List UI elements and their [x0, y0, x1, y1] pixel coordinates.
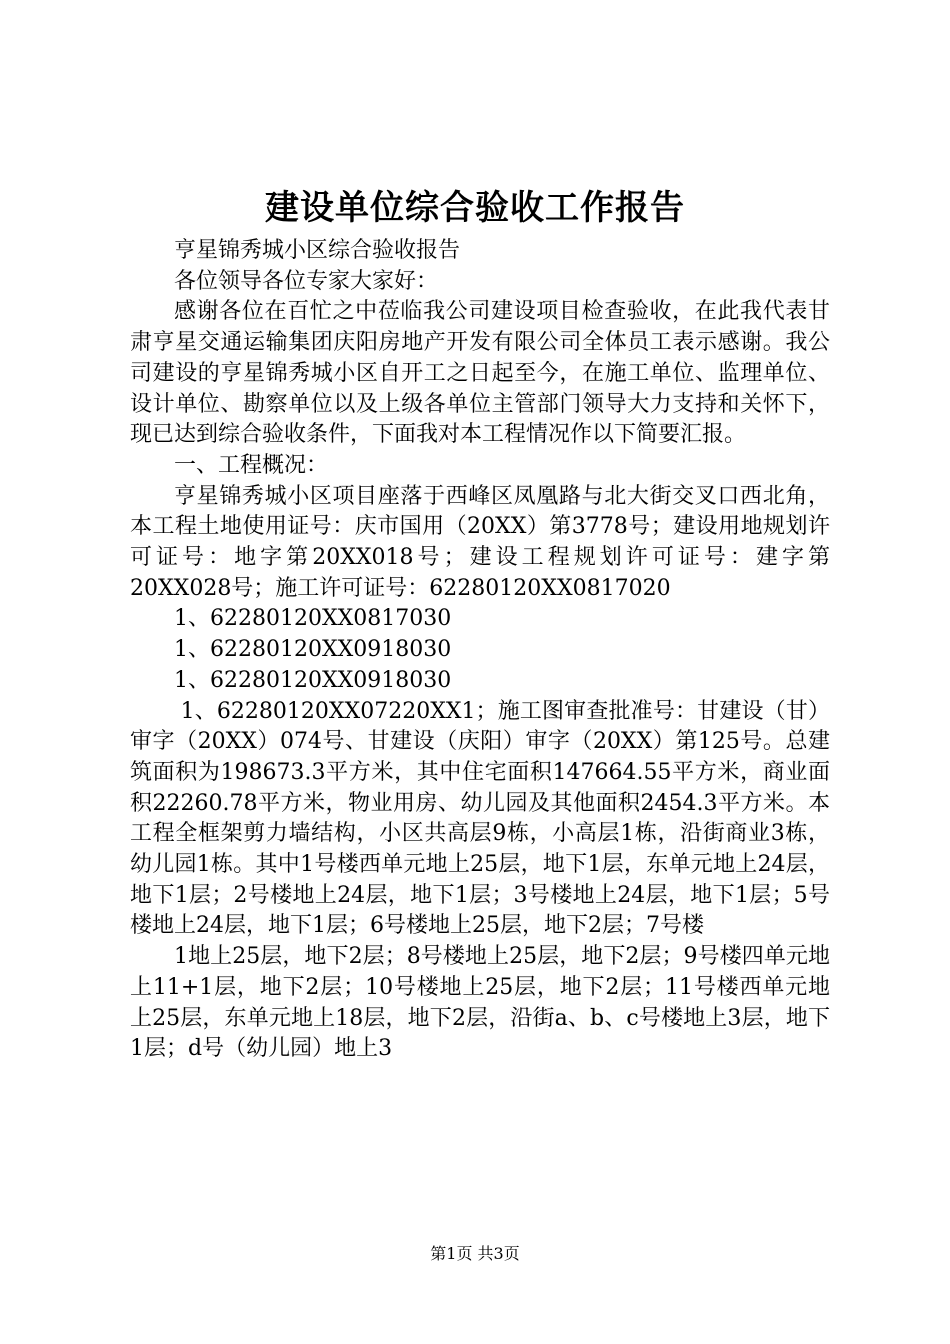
page-footer: 第1页 共3页	[430, 1244, 520, 1263]
permit-line: 1、62280120XX0817030	[174, 606, 452, 632]
paragraph-thanks: 感谢各位在百忙之中莅临我公司建设项目检查验收，在此我代表甘肃亨星交通运输集团庆阳房地产开发有限公司全体员工表示感谢。我公司建设的亨星锦秀城小区自开工之日起至今，在施工单位、监理单位、设计单位、勘察单位以及上级各单位主管部门领导大力支持和关怀下，现已达到综合验收条件，下面我对本工程情况作以下简要汇报。	[130, 299, 830, 448]
paragraph-location: 亨星锦秀城小区项目座落于西峰区凤凰路与北大街交叉口西北角，本工程土地使用证号：庆市国用（20XX）第3778号；建设用地规划许可证号：地字第20XX018号；建设工程规划许可证号：建字第20XX028号；施工许可证号：62280120XX0817020	[130, 483, 830, 601]
paragraph-building-details: 1、62280120XX07220XX1；施工图审查批准号：甘建设（甘）审字（20XX）074号、甘建设（庆阳）审字（20XX）第125号。总建筑面积为198673.3平方米，其中住宅面积147664.55平方米，商业面积22260.78平方米，物业用房、幼儿园及其他面积2454.3平方米。本工程全框架剪力墙结构，小区共高层9栋，小高层1栋，沿街商业3栋，幼儿园1栋。其中1号楼西单元地上25层，地下1层，东单元地上24层，地下1层；2号楼地上24层，地下1层；3号楼地上24层，地下1层；5号楼地上24层，地下1层；6号楼地上25层，地下2层；7号楼	[130, 698, 830, 939]
section-heading-overview: 一、工程概况：	[174, 452, 329, 478]
permit-line: 1、62280120XX0918030	[174, 667, 452, 693]
paragraph-greeting: 各位领导各位专家大家好：	[174, 268, 439, 294]
permit-line: 1、62280120XX0918030	[174, 637, 452, 663]
paragraph-building-details-cont: 1地上25层，地下2层；8号楼地上25层，地下2层；9号楼四单元地上11+1层，地下2层；10号楼地上25层，地下2层；11号楼西单元地上25层，东单元地上18层，地下2层，沿街a、b、c号楼地上3层，地下1层；d号（幼儿园）地上3	[130, 944, 830, 1062]
document-body	[130, 236, 830, 1065]
document-title: 建设单位综合验收工作报告	[265, 188, 685, 228]
paragraph-subtitle: 亨星锦秀城小区综合验收报告	[174, 238, 461, 263]
